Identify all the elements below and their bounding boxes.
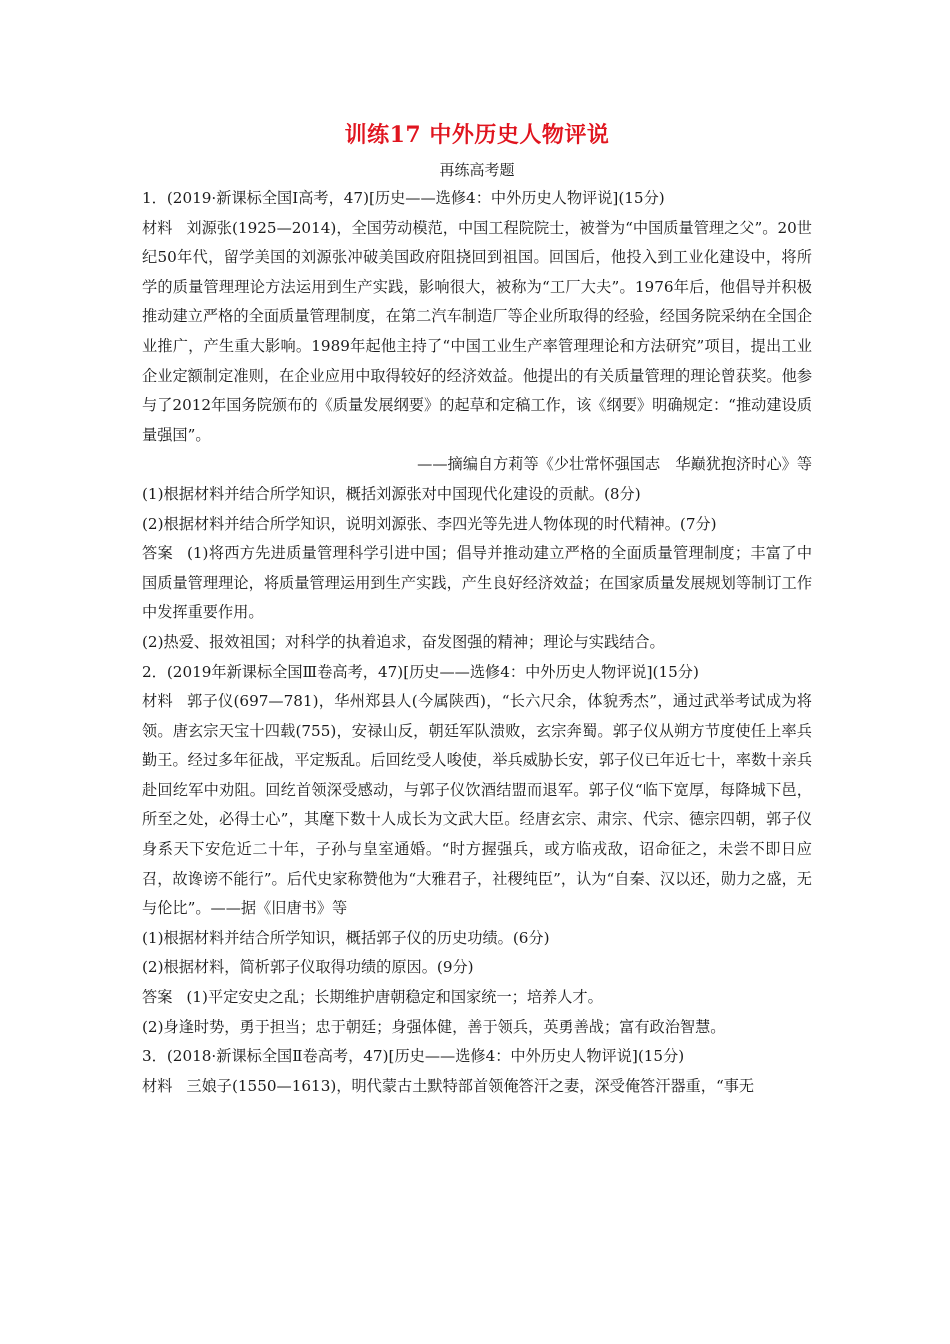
- material-label: 材料: [142, 1076, 173, 1095]
- material-label: 材料: [142, 218, 173, 237]
- question-1: [142, 184, 812, 658]
- question-1-answer-1: [142, 539, 812, 628]
- question-1-header: 1．(2019·新课标全国Ⅰ高考，47)[历史——选修4：中外历史人物评说](15分): [142, 189, 665, 207]
- question-2-material: [142, 687, 812, 924]
- question-2-sub-1: (1)根据材料并结合所学知识，概括郭子仪的历史功绩。(6分): [142, 928, 550, 947]
- question-3-header: 3．(2018·新课标全国Ⅱ卷高考，47)[历史——选修4：中外历史人物评说](15分): [142, 1047, 685, 1066]
- question-3: [142, 1042, 812, 1101]
- answer-text: (1)平定安史之乱；长期维护唐朝稳定和国家统一；培养人才。: [186, 988, 603, 1007]
- question-1-material: [142, 214, 812, 451]
- question-2-header: 2．(2019年新课标全国Ⅲ卷高考，47)[历史——选修4：中外历史人物评说](15分): [142, 662, 699, 681]
- question-3-material: [142, 1072, 812, 1102]
- question-2: [142, 658, 812, 1043]
- question-1-answer-2: (2)热爱、报效祖国；对科学的执着追求，奋发图强的精神；理论与实践结合。: [142, 632, 665, 651]
- material-text: 三娘子(1550—1613)，明代蒙古土默特部首领俺答汗之妻，深受俺答汗器重，“事无: [186, 1076, 755, 1095]
- material-label: 材料: [142, 692, 173, 711]
- question-1-source: ——摘编自方莉等《少壮常怀强国志 华巅犹抱济时心》等: [417, 455, 812, 474]
- document-subtitle: 再练高考题: [439, 161, 515, 179]
- material-text: 郭子仪(697—781)，华州郑县人(今属陕西)，“长六尺余，体貌秀杰”，通过武举考试成为将领。唐玄宗天宝十四载(755)，安禄山反，朝廷军队溃败，玄宗奔蜀。郭子仪从朔方节度使任上率兵勤王。经过多年征战，平定叛乱。后回纥受人唆使，举兵威胁长安，郭子仪已年近七十，率数十亲兵赴回纥军中劝阻。回纥首领深受感动，与郭子仪饮酒结盟而退军。郭子仪“临下宽厚，每降城下邑，所至之处，必得士心”，其麾下数十人成长为文武大臣。经唐玄宗、肃宗、代宗、德宗四朝，郭子仪身系天下安危近二十年，子孙与皇室通婚。“时方握强兵，或方临戎敌，诏命征之，未尝不即日应召，故谗谤不能行”。后代史家称赞他为“大雅君子，社稷纯臣”，认为“自秦、汉以还，勋力之盛，无与伦比”。——据《旧唐书》等: [142, 692, 812, 918]
- answer-label: 答案: [142, 988, 173, 1007]
- document-page: [142, 120, 812, 1101]
- question-2-answer-1: [142, 983, 812, 1013]
- question-1-sub-1: (1)根据材料并结合所学知识，概括刘源张对中国现代化建设的贡献。(8分): [142, 484, 641, 503]
- question-2-sub-2: (2)根据材料，简析郭子仪取得功绩的原因。(9分): [142, 958, 474, 977]
- document-title: 训练17 中外历史人物评说: [344, 122, 610, 148]
- answer-label: 答案: [142, 544, 173, 563]
- material-text: 刘源张(1925—2014)，全国劳动模范，中国工程院院士，被誉为“中国质量管理之父”。20世纪50年代，留学美国的刘源张冲破美国政府阻挠回到祖国。回国后，他投入到工业化建设中，将所学的质量管理理论方法运用到生产实践，影响很大，被称为“工厂大夫”。1976年后，他倡导并积极推动建立严格的全面质量管理制度，在第二汽车制造厂等企业所取得的经验，经国务院采纳在全国企业推广，产生重大影响。1989年起他主持了“中国工业生产率管理理论和方法研究”项目，提出工业企业定额制定准则，在企业应用中取得较好的经济效益。他提出的有关质量管理的理论曾获奖。他参与了2012年国务院颁布的《质量发展纲要》的起草和定稿工作，该《纲要》明确规定：“推动建设质量强国”。: [142, 218, 812, 444]
- question-1-sub-2: (2)根据材料并结合所学知识，说明刘源张、李四光等先进人物体现的时代精神。(7分): [142, 514, 717, 533]
- answer-text: (1)将西方先进质量管理科学引进中国；倡导并推动建立严格的全面质量管理制度；丰富了中国质量管理理论，将质量管理运用到生产实践，产生良好经济效益；在国家质量发展规划等制订工作中发挥重要作用。: [142, 544, 813, 622]
- question-2-answer-2: (2)身逢时势，勇于担当；忠于朝廷；身强体健，善于领兵，英勇善战；富有政治智慧。: [142, 1017, 726, 1036]
